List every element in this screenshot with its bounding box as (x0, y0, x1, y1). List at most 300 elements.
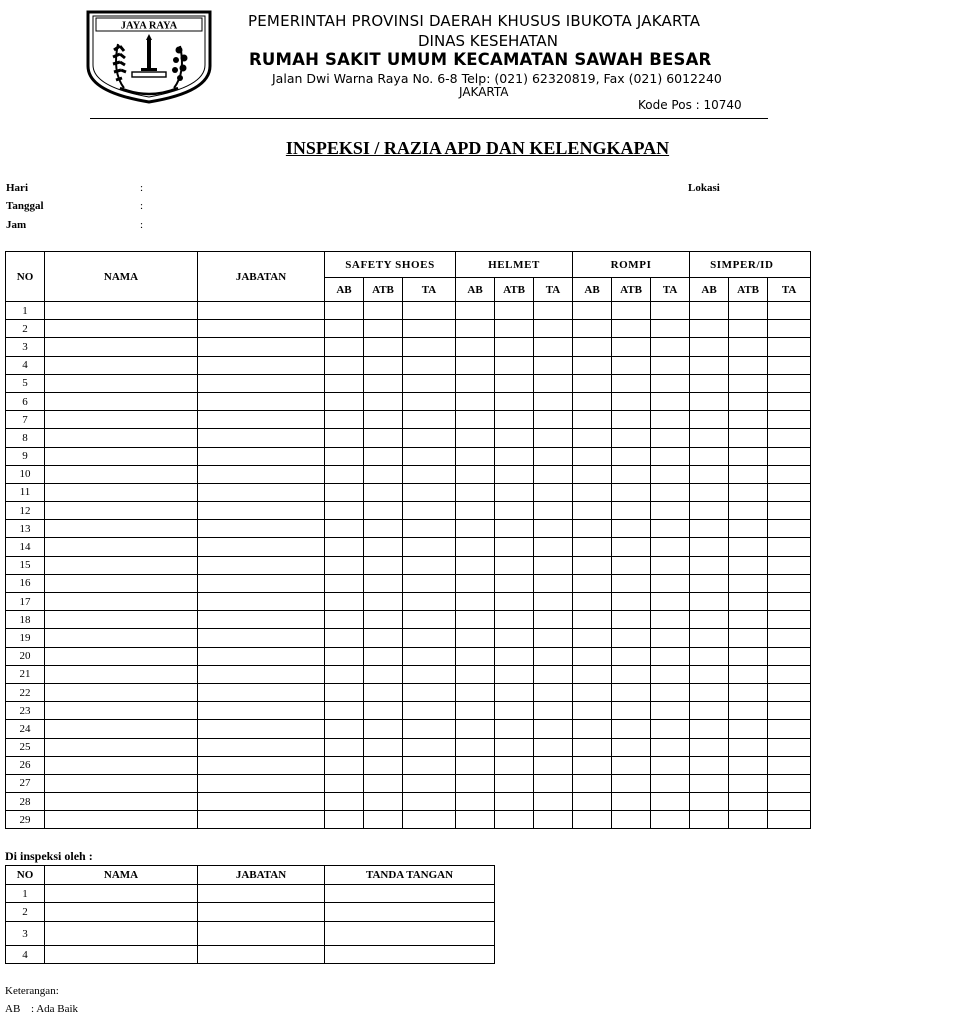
name-cell[interactable] (45, 483, 198, 501)
check-cell[interactable] (456, 392, 495, 410)
check-cell[interactable] (325, 429, 364, 447)
check-cell[interactable] (690, 720, 729, 738)
check-cell[interactable] (534, 629, 573, 647)
check-cell[interactable] (325, 556, 364, 574)
position-cell[interactable] (198, 702, 325, 720)
check-cell[interactable] (573, 374, 612, 392)
check-cell[interactable] (690, 320, 729, 338)
inspector-signature-cell[interactable] (325, 903, 495, 922)
check-cell[interactable] (403, 465, 456, 483)
check-cell[interactable] (651, 465, 690, 483)
position-cell[interactable] (198, 720, 325, 738)
check-cell[interactable] (690, 338, 729, 356)
check-cell[interactable] (456, 793, 495, 811)
check-cell[interactable] (768, 756, 811, 774)
check-cell[interactable] (768, 593, 811, 611)
check-cell[interactable] (729, 593, 768, 611)
check-cell[interactable] (495, 520, 534, 538)
check-cell[interactable] (325, 720, 364, 738)
check-cell[interactable] (690, 611, 729, 629)
position-cell[interactable] (198, 302, 325, 320)
check-cell[interactable] (456, 756, 495, 774)
check-cell[interactable] (768, 465, 811, 483)
check-cell[interactable] (325, 774, 364, 792)
name-cell[interactable] (45, 593, 198, 611)
position-cell[interactable] (198, 483, 325, 501)
name-cell[interactable] (45, 520, 198, 538)
check-cell[interactable] (495, 647, 534, 665)
check-cell[interactable] (651, 447, 690, 465)
check-cell[interactable] (364, 611, 403, 629)
check-cell[interactable] (612, 629, 651, 647)
check-cell[interactable] (403, 429, 456, 447)
check-cell[interactable] (456, 429, 495, 447)
check-cell[interactable] (573, 356, 612, 374)
check-cell[interactable] (534, 738, 573, 756)
check-cell[interactable] (325, 593, 364, 611)
check-cell[interactable] (325, 647, 364, 665)
name-cell[interactable] (45, 302, 198, 320)
check-cell[interactable] (690, 465, 729, 483)
check-cell[interactable] (456, 811, 495, 829)
check-cell[interactable] (403, 447, 456, 465)
check-cell[interactable] (325, 756, 364, 774)
check-cell[interactable] (495, 356, 534, 374)
check-cell[interactable] (612, 793, 651, 811)
check-cell[interactable] (534, 793, 573, 811)
check-cell[interactable] (364, 629, 403, 647)
check-cell[interactable] (325, 392, 364, 410)
check-cell[interactable] (403, 720, 456, 738)
check-cell[interactable] (690, 556, 729, 574)
check-cell[interactable] (651, 411, 690, 429)
check-cell[interactable] (403, 356, 456, 374)
check-cell[interactable] (325, 683, 364, 701)
check-cell[interactable] (403, 647, 456, 665)
check-cell[interactable] (364, 702, 403, 720)
check-cell[interactable] (534, 320, 573, 338)
check-cell[interactable] (456, 774, 495, 792)
check-cell[interactable] (364, 483, 403, 501)
check-cell[interactable] (534, 683, 573, 701)
name-cell[interactable] (45, 574, 198, 592)
check-cell[interactable] (768, 483, 811, 501)
check-cell[interactable] (729, 720, 768, 738)
check-cell[interactable] (403, 502, 456, 520)
check-cell[interactable] (534, 447, 573, 465)
name-cell[interactable] (45, 374, 198, 392)
check-cell[interactable] (495, 756, 534, 774)
check-cell[interactable] (495, 338, 534, 356)
inspector-name-cell[interactable] (45, 885, 198, 903)
check-cell[interactable] (495, 502, 534, 520)
name-cell[interactable] (45, 774, 198, 792)
check-cell[interactable] (573, 392, 612, 410)
check-cell[interactable] (651, 611, 690, 629)
check-cell[interactable] (534, 702, 573, 720)
check-cell[interactable] (534, 574, 573, 592)
check-cell[interactable] (729, 483, 768, 501)
check-cell[interactable] (534, 720, 573, 738)
check-cell[interactable] (534, 392, 573, 410)
check-cell[interactable] (325, 320, 364, 338)
inspector-signature-cell[interactable] (325, 946, 495, 964)
name-cell[interactable] (45, 756, 198, 774)
check-cell[interactable] (325, 356, 364, 374)
check-cell[interactable] (651, 556, 690, 574)
check-cell[interactable] (729, 302, 768, 320)
check-cell[interactable] (768, 811, 811, 829)
check-cell[interactable] (573, 538, 612, 556)
check-cell[interactable] (364, 793, 403, 811)
check-cell[interactable] (403, 683, 456, 701)
check-cell[interactable] (651, 629, 690, 647)
check-cell[interactable] (690, 647, 729, 665)
check-cell[interactable] (456, 556, 495, 574)
check-cell[interactable] (403, 520, 456, 538)
name-cell[interactable] (45, 647, 198, 665)
check-cell[interactable] (364, 774, 403, 792)
check-cell[interactable] (364, 593, 403, 611)
check-cell[interactable] (612, 702, 651, 720)
check-cell[interactable] (364, 720, 403, 738)
check-cell[interactable] (573, 320, 612, 338)
check-cell[interactable] (651, 665, 690, 683)
check-cell[interactable] (729, 665, 768, 683)
check-cell[interactable] (456, 647, 495, 665)
check-cell[interactable] (495, 793, 534, 811)
inspector-name-cell[interactable] (45, 903, 198, 922)
check-cell[interactable] (573, 629, 612, 647)
name-cell[interactable] (45, 320, 198, 338)
check-cell[interactable] (612, 356, 651, 374)
check-cell[interactable] (612, 611, 651, 629)
check-cell[interactable] (403, 374, 456, 392)
check-cell[interactable] (729, 429, 768, 447)
check-cell[interactable] (364, 465, 403, 483)
check-cell[interactable] (403, 483, 456, 501)
check-cell[interactable] (325, 302, 364, 320)
check-cell[interactable] (325, 374, 364, 392)
position-cell[interactable] (198, 338, 325, 356)
check-cell[interactable] (456, 593, 495, 611)
check-cell[interactable] (325, 629, 364, 647)
check-cell[interactable] (768, 556, 811, 574)
check-cell[interactable] (612, 665, 651, 683)
check-cell[interactable] (768, 611, 811, 629)
check-cell[interactable] (534, 374, 573, 392)
check-cell[interactable] (325, 411, 364, 429)
check-cell[interactable] (573, 338, 612, 356)
check-cell[interactable] (768, 356, 811, 374)
check-cell[interactable] (403, 574, 456, 592)
check-cell[interactable] (403, 756, 456, 774)
inspector-position-cell[interactable] (198, 946, 325, 964)
check-cell[interactable] (612, 429, 651, 447)
check-cell[interactable] (403, 665, 456, 683)
check-cell[interactable] (325, 665, 364, 683)
name-cell[interactable] (45, 502, 198, 520)
check-cell[interactable] (456, 738, 495, 756)
check-cell[interactable] (534, 411, 573, 429)
position-cell[interactable] (198, 538, 325, 556)
check-cell[interactable] (364, 320, 403, 338)
check-cell[interactable] (456, 720, 495, 738)
position-cell[interactable] (198, 429, 325, 447)
check-cell[interactable] (534, 302, 573, 320)
check-cell[interactable] (364, 447, 403, 465)
check-cell[interactable] (729, 756, 768, 774)
check-cell[interactable] (729, 811, 768, 829)
check-cell[interactable] (364, 392, 403, 410)
name-cell[interactable] (45, 665, 198, 683)
check-cell[interactable] (534, 611, 573, 629)
check-cell[interactable] (573, 429, 612, 447)
check-cell[interactable] (325, 738, 364, 756)
check-cell[interactable] (729, 611, 768, 629)
check-cell[interactable] (651, 702, 690, 720)
check-cell[interactable] (573, 302, 612, 320)
check-cell[interactable] (690, 774, 729, 792)
check-cell[interactable] (573, 811, 612, 829)
check-cell[interactable] (325, 483, 364, 501)
check-cell[interactable] (768, 374, 811, 392)
position-cell[interactable] (198, 465, 325, 483)
check-cell[interactable] (768, 647, 811, 665)
position-cell[interactable] (198, 774, 325, 792)
check-cell[interactable] (495, 811, 534, 829)
check-cell[interactable] (768, 392, 811, 410)
check-cell[interactable] (690, 811, 729, 829)
check-cell[interactable] (651, 429, 690, 447)
check-cell[interactable] (403, 702, 456, 720)
check-cell[interactable] (612, 811, 651, 829)
check-cell[interactable] (651, 338, 690, 356)
position-cell[interactable] (198, 356, 325, 374)
position-cell[interactable] (198, 811, 325, 829)
check-cell[interactable] (768, 538, 811, 556)
name-cell[interactable] (45, 447, 198, 465)
check-cell[interactable] (573, 465, 612, 483)
check-cell[interactable] (456, 374, 495, 392)
check-cell[interactable] (364, 665, 403, 683)
position-cell[interactable] (198, 502, 325, 520)
check-cell[interactable] (729, 574, 768, 592)
name-cell[interactable] (45, 465, 198, 483)
position-cell[interactable] (198, 738, 325, 756)
name-cell[interactable] (45, 429, 198, 447)
check-cell[interactable] (456, 302, 495, 320)
check-cell[interactable] (495, 665, 534, 683)
name-cell[interactable] (45, 738, 198, 756)
check-cell[interactable] (729, 683, 768, 701)
position-cell[interactable] (198, 647, 325, 665)
check-cell[interactable] (364, 574, 403, 592)
check-cell[interactable] (690, 356, 729, 374)
check-cell[interactable] (573, 774, 612, 792)
check-cell[interactable] (612, 683, 651, 701)
position-cell[interactable] (198, 374, 325, 392)
check-cell[interactable] (573, 593, 612, 611)
check-cell[interactable] (729, 447, 768, 465)
check-cell[interactable] (534, 483, 573, 501)
check-cell[interactable] (403, 338, 456, 356)
name-cell[interactable] (45, 683, 198, 701)
check-cell[interactable] (456, 538, 495, 556)
check-cell[interactable] (612, 647, 651, 665)
check-cell[interactable] (456, 320, 495, 338)
name-cell[interactable] (45, 720, 198, 738)
check-cell[interactable] (690, 593, 729, 611)
check-cell[interactable] (690, 411, 729, 429)
check-cell[interactable] (364, 356, 403, 374)
inspector-signature-cell[interactable] (325, 885, 495, 903)
check-cell[interactable] (325, 447, 364, 465)
check-cell[interactable] (768, 502, 811, 520)
position-cell[interactable] (198, 556, 325, 574)
check-cell[interactable] (325, 338, 364, 356)
check-cell[interactable] (495, 302, 534, 320)
check-cell[interactable] (612, 756, 651, 774)
position-cell[interactable] (198, 793, 325, 811)
position-cell[interactable] (198, 447, 325, 465)
check-cell[interactable] (534, 811, 573, 829)
check-cell[interactable] (456, 574, 495, 592)
check-cell[interactable] (729, 465, 768, 483)
check-cell[interactable] (651, 302, 690, 320)
check-cell[interactable] (729, 356, 768, 374)
check-cell[interactable] (573, 556, 612, 574)
check-cell[interactable] (403, 538, 456, 556)
check-cell[interactable] (729, 774, 768, 792)
check-cell[interactable] (690, 447, 729, 465)
check-cell[interactable] (495, 465, 534, 483)
check-cell[interactable] (690, 483, 729, 501)
check-cell[interactable] (456, 338, 495, 356)
name-cell[interactable] (45, 793, 198, 811)
inspector-name-cell[interactable] (45, 922, 198, 946)
check-cell[interactable] (690, 392, 729, 410)
check-cell[interactable] (573, 647, 612, 665)
check-cell[interactable] (364, 811, 403, 829)
check-cell[interactable] (456, 502, 495, 520)
check-cell[interactable] (651, 520, 690, 538)
check-cell[interactable] (690, 793, 729, 811)
check-cell[interactable] (534, 356, 573, 374)
check-cell[interactable] (651, 793, 690, 811)
check-cell[interactable] (651, 538, 690, 556)
check-cell[interactable] (403, 774, 456, 792)
position-cell[interactable] (198, 320, 325, 338)
check-cell[interactable] (534, 647, 573, 665)
check-cell[interactable] (690, 629, 729, 647)
check-cell[interactable] (768, 520, 811, 538)
check-cell[interactable] (612, 338, 651, 356)
check-cell[interactable] (403, 302, 456, 320)
position-cell[interactable] (198, 392, 325, 410)
check-cell[interactable] (534, 520, 573, 538)
check-cell[interactable] (612, 483, 651, 501)
name-cell[interactable] (45, 411, 198, 429)
check-cell[interactable] (651, 774, 690, 792)
check-cell[interactable] (651, 574, 690, 592)
position-cell[interactable] (198, 574, 325, 592)
name-cell[interactable] (45, 556, 198, 574)
check-cell[interactable] (325, 520, 364, 538)
check-cell[interactable] (729, 520, 768, 538)
check-cell[interactable] (325, 465, 364, 483)
check-cell[interactable] (325, 538, 364, 556)
check-cell[interactable] (403, 556, 456, 574)
check-cell[interactable] (573, 720, 612, 738)
check-cell[interactable] (495, 629, 534, 647)
check-cell[interactable] (729, 738, 768, 756)
check-cell[interactable] (690, 702, 729, 720)
check-cell[interactable] (651, 392, 690, 410)
check-cell[interactable] (651, 483, 690, 501)
check-cell[interactable] (729, 338, 768, 356)
check-cell[interactable] (495, 738, 534, 756)
check-cell[interactable] (456, 465, 495, 483)
check-cell[interactable] (729, 374, 768, 392)
check-cell[interactable] (456, 629, 495, 647)
position-cell[interactable] (198, 756, 325, 774)
check-cell[interactable] (534, 338, 573, 356)
check-cell[interactable] (651, 356, 690, 374)
name-cell[interactable] (45, 811, 198, 829)
check-cell[interactable] (768, 665, 811, 683)
check-cell[interactable] (690, 665, 729, 683)
check-cell[interactable] (651, 647, 690, 665)
check-cell[interactable] (364, 520, 403, 538)
check-cell[interactable] (729, 502, 768, 520)
check-cell[interactable] (403, 593, 456, 611)
position-cell[interactable] (198, 611, 325, 629)
check-cell[interactable] (729, 556, 768, 574)
check-cell[interactable] (651, 738, 690, 756)
check-cell[interactable] (364, 338, 403, 356)
check-cell[interactable] (364, 756, 403, 774)
check-cell[interactable] (768, 320, 811, 338)
check-cell[interactable] (495, 720, 534, 738)
check-cell[interactable] (729, 793, 768, 811)
check-cell[interactable] (612, 738, 651, 756)
name-cell[interactable] (45, 338, 198, 356)
inspector-signature-cell[interactable] (325, 922, 495, 946)
check-cell[interactable] (690, 520, 729, 538)
check-cell[interactable] (495, 593, 534, 611)
check-cell[interactable] (495, 483, 534, 501)
check-cell[interactable] (690, 756, 729, 774)
check-cell[interactable] (612, 538, 651, 556)
check-cell[interactable] (690, 429, 729, 447)
check-cell[interactable] (403, 411, 456, 429)
check-cell[interactable] (768, 574, 811, 592)
check-cell[interactable] (612, 502, 651, 520)
name-cell[interactable] (45, 702, 198, 720)
check-cell[interactable] (534, 556, 573, 574)
check-cell[interactable] (768, 411, 811, 429)
check-cell[interactable] (612, 520, 651, 538)
check-cell[interactable] (364, 429, 403, 447)
check-cell[interactable] (651, 683, 690, 701)
check-cell[interactable] (495, 374, 534, 392)
check-cell[interactable] (495, 574, 534, 592)
check-cell[interactable] (456, 483, 495, 501)
check-cell[interactable] (651, 593, 690, 611)
position-cell[interactable] (198, 411, 325, 429)
check-cell[interactable] (690, 738, 729, 756)
